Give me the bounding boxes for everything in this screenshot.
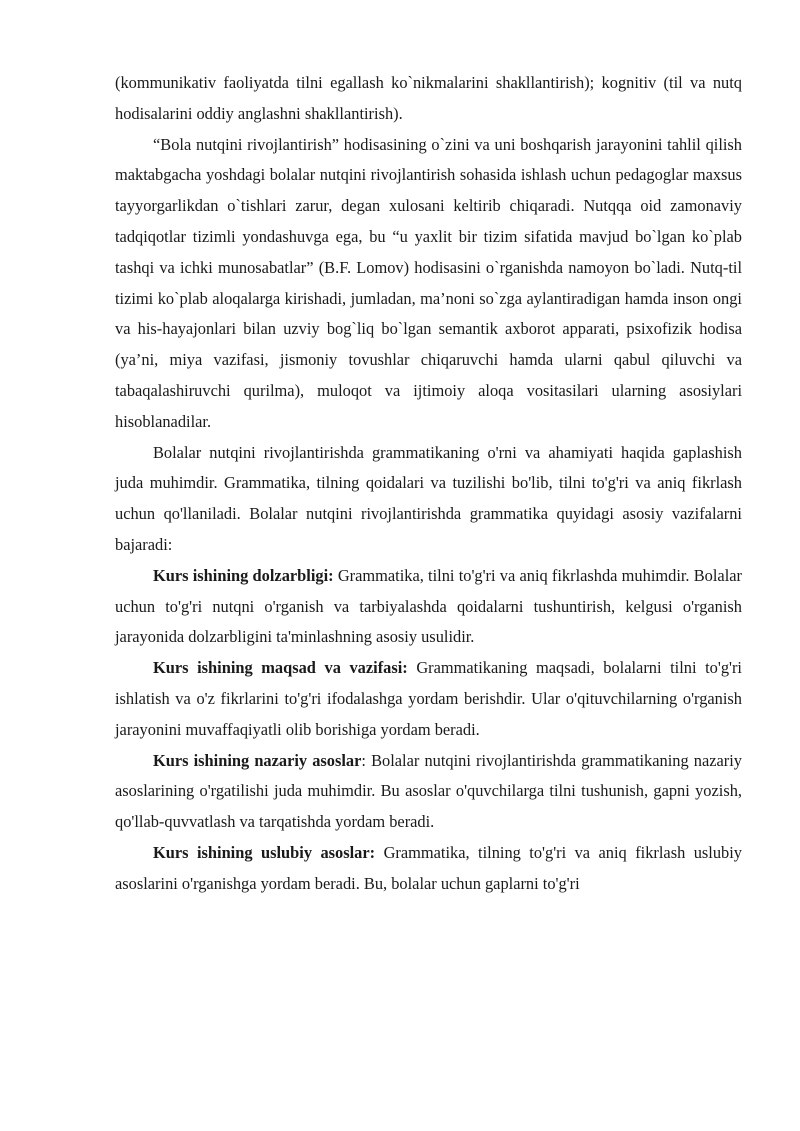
paragraph-text: “Bola nutqini rivojlantirish” hodisasining o`zini va uni boshqarish jarayonini tahlil qilish maktabgacha yoshdagi bolalar nutqini rivojlantirish sohasida ishlash uchun pedagoglar maxsus tayyorgarlikdan o`tishlari zarur, degan xulosani keltirib chiqaradi. Nutqqa oid zamonaviy tadqiqotlar tizimli yondashuvga ega, bu “u yaxlit bir tizim sifatida mavjud bo`lgan ko`plab tashqi va ichki munosabatlar” (B.F. Lomov) hodisasini o`rganishda namoyon bo`ladi. Nutq-til tizimi ko`plab aloqalarga kirishadi, jumladan, ma’noni so`zga aylantiradigan hamda inson ongi va his-hayajonlari bilan uzviy bog`liq bo`lgan semantik axborot apparati, psixofizik hodisa (ya’ni, miya vazifasi, jismoniy tovushlar chiqaruvchi hamda ularni qabul qiluvchi va tabaqalashiruvchi qurilma), muloqot va ijtimoiy aloqa vositasilari ularning asosiylari hisoblanadilar. <box>115 134 742 431</box>
paragraph-text: Bolalar nutqini rivojlantirishda grammatikaning o'rni va ahamiyati haqida gaplashish juda muhimdir. Grammatika, tilning qoidalari va tuzilishi bo'lib, tilni to'g'ri va aniq fikrlash uchun qo'llaniladi. Bolalar nutqini rivojlantirishda grammatika quyidagi asosiy vazifalarni bajaradi: <box>115 442 742 554</box>
paragraph-text: Grammatika, tilning to'g'ri va aniq fikrlash uslubiy asoslarini o'rganishga yordam beradi. Bu, bolalar uchun gaplarni to'g'ri <box>115 842 742 893</box>
section-heading-methodology: Kurs ishining uslubiy asoslar: <box>153 842 376 862</box>
section-heading-goal: Kurs ishining maqsad va vazifasi: <box>153 658 408 678</box>
paragraph-speech-development <box>115 130 742 438</box>
paragraph-goal <box>115 653 742 745</box>
paragraph-grammar-role <box>115 438 742 561</box>
paragraph-text: Grammatika, tilni to'g'ri va aniq fikrlashda muhimdir. Bolalar uchun to'g'ri nutqni o'rganish va tarbiyalashda qoidalarni tushuntirish, kelgusi o'rganish jarayonida dolzarbligini ta'minlashning asosiy usulidir. <box>115 565 742 647</box>
section-heading-relevance: Kurs ishining dolzarbligi: <box>153 565 334 585</box>
paragraph-methodology <box>115 838 742 900</box>
document-page <box>115 68 742 900</box>
paragraph-theory <box>115 746 742 838</box>
paragraph-text: (kommunikativ faoliyatda tilni egallash ko`nikmalarini shakllantirish); kognitiv (til va nutq hodisalarini oddiy anglashni shakllantirish). <box>115 73 742 123</box>
paragraph-text: : Bolalar nutqini rivojlantirishda grammatikaning nazariy asoslarining o'rgatilishi juda muhimdir. Bu asoslar o'quvchilarga tilni tushunish, gapni yozish, qo'llab-quvvatlash va tarqatishda yordam beradi. <box>115 750 743 832</box>
paragraph-relevance <box>115 561 742 653</box>
paragraph-text: Grammatikaning maqsadi, bolalarni tilni to'g'ri ishlatish va o'z fikrlarini to'g'ri ifodalashga yordam berishdir. Ular o'qituvchilarning o'rganish jarayonini muvaffaqiyatli olib borishiga yordam beradi. <box>115 658 742 739</box>
section-heading-theory: Kurs ishining nazariy asoslar <box>153 750 362 770</box>
paragraph-continuation <box>115 68 742 130</box>
